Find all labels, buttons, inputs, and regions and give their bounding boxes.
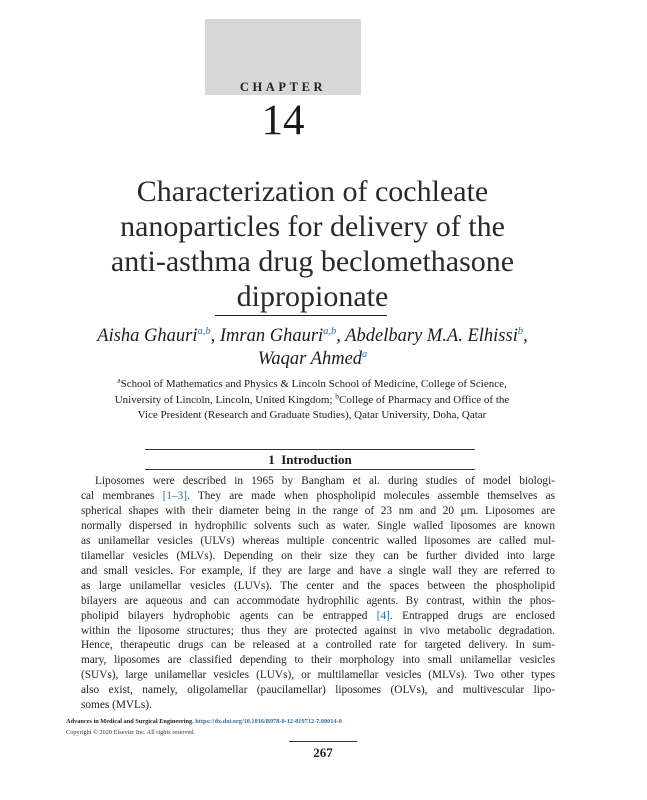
body-text-segment: normally dispersed in hydrophilic solvents such as water. Single walled liposomes are known <box>81 519 555 532</box>
chapter-number: 14 <box>261 97 305 144</box>
title-line: Characterization of cochleate <box>136 175 489 208</box>
section-heading <box>145 452 475 468</box>
section-rule-top <box>145 449 475 450</box>
title-line: nanoparticles for delivery of the <box>120 210 505 243</box>
body-line <box>81 579 555 594</box>
body-line <box>81 683 555 698</box>
body-line <box>81 698 555 713</box>
body-line <box>81 594 555 609</box>
author-affiliation-marker[interactable]: a,b <box>323 325 337 337</box>
body-text-segment: spherical shapes with their diameter being in the range of 23 nm and 20 μm. Liposomes are <box>81 504 555 517</box>
body-text-segment: Liposomes were described in 1965 by Bangham et al. during studies of model biologi- <box>95 475 555 487</box>
body-line <box>81 534 555 549</box>
body-text-segment: also exist, namely, oligolamellar (paucilamellar) liposomes (OLVs), and multivescular lipo- <box>81 684 555 697</box>
body-text-segment: somes (MVLs). <box>81 699 152 712</box>
body-line <box>81 624 555 639</box>
body-text-segment: bilayers are aqueous and can accommodate hydrophilic agents. By contrast, within the phos- <box>81 594 555 607</box>
body-line <box>81 489 555 504</box>
body-text-segment: as large unilamellar vesicles (LUVs). The center and the spaces between the phospholipid <box>81 579 555 592</box>
body-text-segment: and small vesicles. For example, if they are large and have a single wall they are referred to <box>81 564 555 577</box>
page-number-rule <box>289 741 357 742</box>
title-line: anti-asthma drug beclomethasone <box>110 245 515 278</box>
author-separator: , <box>210 326 220 346</box>
page-number: 267 <box>313 745 333 760</box>
footer-journal <box>66 718 342 725</box>
title-rule <box>215 315 387 316</box>
introduction-body <box>81 474 555 713</box>
body-line <box>81 474 555 489</box>
body-line <box>81 549 555 564</box>
body-line <box>81 653 555 668</box>
body-line <box>81 609 555 624</box>
title-line: dipropionate <box>236 280 389 313</box>
chapter-label: CHAPTER <box>239 80 327 94</box>
affiliation-text: Vice President (Research and Graduate Studies), Qatar University, Doha, Qatar <box>137 409 487 421</box>
body-text-segment: as unilamellar vesicles (ULVs) whereas multiple concentric walled liposomes are called mul- <box>81 534 555 547</box>
author-separator: , <box>336 326 346 346</box>
section-number: 1 <box>268 452 275 467</box>
affiliation-marker: a <box>117 375 121 385</box>
section-rule-bottom <box>145 469 475 470</box>
affiliation-text: University of Lincoln, Lincoln, United Kingdom; <box>114 393 336 406</box>
body-text-segment: cal membranes <box>81 489 163 502</box>
affiliations <box>62 377 562 424</box>
body-text-segment: . Entrapped drugs are enclosed <box>389 609 555 622</box>
body-line <box>81 638 555 653</box>
body-text-segment: within the liposome structures; thus they are protected against in vivo metabolic degradation. <box>81 624 555 637</box>
author-name: Abdelbary M.A. Elhissi <box>345 326 518 346</box>
affiliation-text: College of Pharmacy and Office of the <box>339 393 510 406</box>
author-separator: , <box>523 326 528 346</box>
section-title: Introduction <box>281 452 352 467</box>
body-text-segment: mary, liposomes are classified depending to their morphology into small unilamellar vesicles <box>81 654 555 667</box>
author-name: Imran Ghauri <box>219 326 324 346</box>
body-text-segment: (SUVs), large unilamellar vesicles (LUVs), or multilamellar vesicles (MLVs). Two other types <box>81 669 555 682</box>
doi-link[interactable]: https://dx.doi.org/10.1016/B978-0-12-819712-7.00014-0 <box>195 718 342 725</box>
citation-link[interactable]: [1–3] <box>162 489 188 502</box>
author-affiliation-marker[interactable]: a,b <box>197 325 211 337</box>
affiliation-marker: b <box>335 390 340 400</box>
journal-name: Advances in Medical and Surgical Engineering. <box>66 718 194 725</box>
author-name: Waqar Ahmed <box>257 349 363 369</box>
body-line <box>81 564 555 579</box>
body-text-segment: . They are made when phospholipid molecules assemble themselves as <box>187 489 555 502</box>
author-affiliation-marker[interactable]: b <box>517 325 524 337</box>
citation-link[interactable]: [4] <box>376 609 390 622</box>
body-text-segment: Hence, therapeutic drugs can be released at a controlled rate for targeted delivery. In sum- <box>81 639 555 652</box>
copyright: Copyright © 2020 Elsevier Inc. All rights reserved. <box>66 729 196 736</box>
body-text-segment: tilamellar vesicles (MLVs). Depending on their size they can be further divided into large <box>81 549 555 562</box>
affiliation-text: School of Mathematics and Physics & Lincoln School of Medicine, College of Science, <box>120 378 507 390</box>
body-line <box>81 668 555 683</box>
body-line <box>81 504 555 519</box>
chapter-title <box>40 174 585 314</box>
body-text-segment: pholipid bilayers hydrophobic agents can be entrapped <box>81 609 377 622</box>
authors <box>30 325 595 371</box>
body-line <box>81 519 555 534</box>
author-name: Aisha Ghauri <box>97 326 198 346</box>
author-affiliation-marker[interactable]: a <box>362 348 368 360</box>
